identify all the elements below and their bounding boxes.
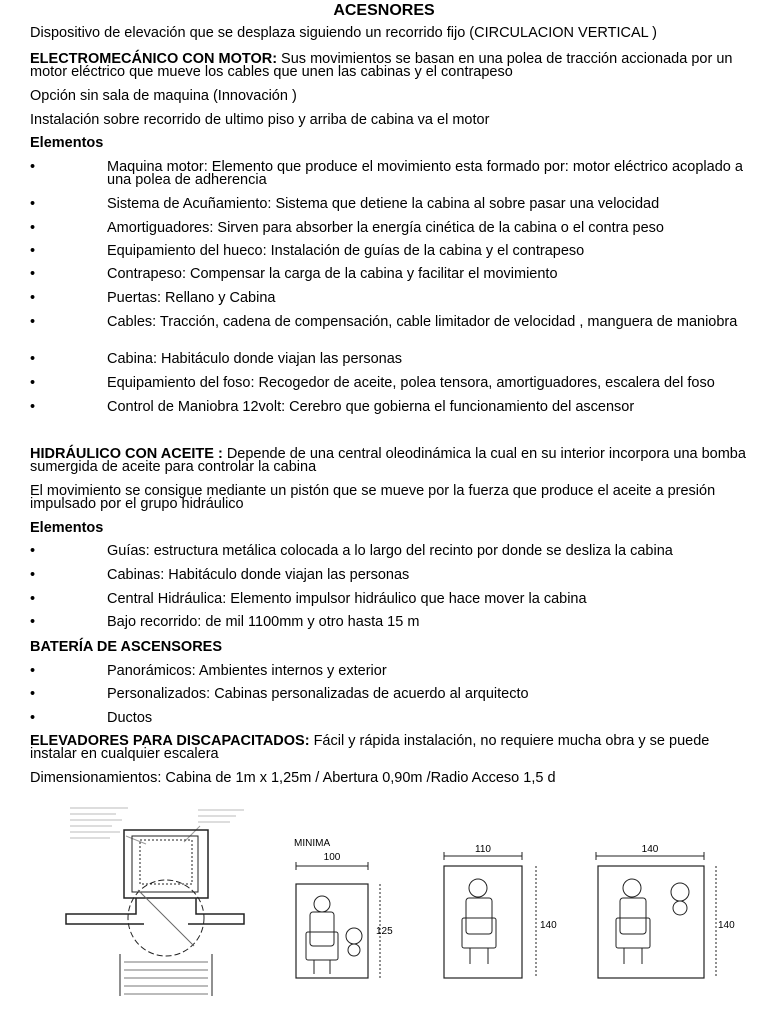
list-item: Control de Maniobra 12volt: Cerebro que gobierna el funcionamiento del ascensor (107, 399, 635, 415)
list-item: Puertas: Rellano y Cabina (107, 290, 276, 306)
bullet-icon: • (30, 686, 36, 702)
elements-heading: Elementos (30, 520, 104, 536)
list-item: Sistema de Acuñamiento: Sistema que detiene la cabina al sobre pasar una velocidad (107, 196, 660, 212)
bullet-icon: • (30, 614, 36, 630)
electromecanico-paragraph (30, 53, 760, 79)
minima-label: MINIMA (294, 838, 331, 849)
bullet-icon: • (30, 314, 36, 330)
height-label: 140 (718, 920, 735, 931)
bullet-icon: • (30, 543, 36, 559)
width-label: 100 (323, 852, 341, 863)
hidraulico-text: Depende de una central oleodinámica la cual en su interior incorpora una bomba sumergida de aceite para controlar la cabina (30, 446, 746, 475)
option-line: Opción sin sala de maquina (Innovación ) (30, 88, 297, 104)
height-label: 125 (376, 926, 393, 937)
intro-paragraph: Dispositivo de elevación que se desplaza siguiendo un recorrido fijo (CIRCULACION VERTICAL ) (30, 25, 658, 41)
electromecanico-text: Sus movimientos se basan en una polea de tracción accionada por un motor eléctrico que mueve los cables que unen las cabinas y el contrapeso (30, 51, 733, 80)
list-item: Cables: Tracción, cadena de compensación, cable limitador de velocidad , manguera de maniobra (107, 314, 738, 330)
bullet-icon: • (30, 375, 36, 391)
dimensions-line: Dimensionamientos: Cabina de 1m x 1,25m / Abertura 0,90m /Radio Acceso 1,5 d (30, 770, 556, 786)
discapacitados-paragraph (30, 735, 760, 761)
bullet-icon: • (30, 243, 36, 259)
list-item: Amortiguadores: Sirven para absorber la energía cinética de la cabina o el contra peso (107, 220, 664, 236)
bullet-icon: • (30, 567, 36, 583)
bullet-icon: • (30, 351, 36, 367)
list-item: Equipamiento del foso: Recogedor de aceite, polea tensora, amortiguadores, escalera del foso (107, 375, 715, 391)
bullet-icon: • (30, 591, 36, 607)
cabin-140-diagram (592, 840, 738, 986)
bullet-icon: • (30, 196, 36, 212)
width-label: 110 (475, 844, 491, 855)
bullet-icon: • (30, 710, 36, 726)
list-item: Guías: estructura metálica colocada a lo largo del recinto por donde se desliza la cabina (107, 543, 673, 559)
list-item: Panorámicos: Ambientes internos y exterior (107, 663, 387, 679)
list-item: Bajo recorrido: de mil 1100mm y otro hasta 15 m (107, 614, 420, 630)
list-item: Cabinas: Habitáculo donde viajan las personas (107, 567, 410, 583)
page-title: ACESNORES (333, 2, 435, 19)
list-item: Contrapeso: Compensar la carga de la cabina y facilitar el movimiento (107, 266, 558, 282)
bullet-icon: • (30, 290, 36, 306)
bullet-icon: • (30, 266, 36, 282)
list-item: Cabina: Habitáculo donde viajan las personas (107, 351, 403, 367)
install-line: Instalación sobre recorrido de ultimo piso y arriba de cabina va el motor (30, 112, 490, 128)
bullet-icon: • (30, 220, 36, 236)
width-label: 140 (641, 844, 659, 855)
bullet-icon: • (30, 159, 36, 175)
list-item: Personalizados: Cabinas personalizadas de acuerdo al arquitecto (107, 686, 529, 702)
list-item: Central Hidráulica: Elemento impulsor hidráulico que hace mover la cabina (107, 591, 587, 607)
bullet-icon: • (30, 663, 36, 679)
stair-lift-plan-diagram (66, 806, 266, 996)
discapacitados-heading: ELEVADORES PARA DISCAPACITADOS: (30, 733, 310, 749)
list-item: Maquina motor: Elemento que produce el movimiento esta formado por: motor eléctrico acoplado a una polea de adherencia (107, 159, 743, 188)
list-item: Ductos (107, 710, 153, 726)
hidraulico-heading: HIDRÁULICO CON ACEITE : (30, 446, 223, 462)
bullet-icon: • (30, 399, 36, 415)
discapacitados-text: Fácil y rápida instalación, no requiere mucha obra y se puede instalar en cualquier escalera (30, 733, 710, 762)
electromecanico-heading: ELECTROMECÁNICO CON MOTOR: (30, 51, 278, 67)
bateria-heading: BATERÍA DE ASCENSORES (30, 639, 223, 655)
hidraulico-paragraph (30, 448, 760, 474)
cabin-minima-diagram (292, 832, 393, 994)
movement-paragraph: El movimiento se consigue mediante un pistón que se mueve por la fuerza que produce el aceite a presión impulsado por el grupo hidráulico (30, 483, 716, 512)
elements-heading: Elementos (30, 135, 104, 151)
height-label: 140 (540, 920, 557, 931)
cabin-110-diagram (440, 840, 566, 986)
list-item: Equipamiento del hueco: Instalación de guías de la cabina y el contrapeso (107, 243, 585, 259)
